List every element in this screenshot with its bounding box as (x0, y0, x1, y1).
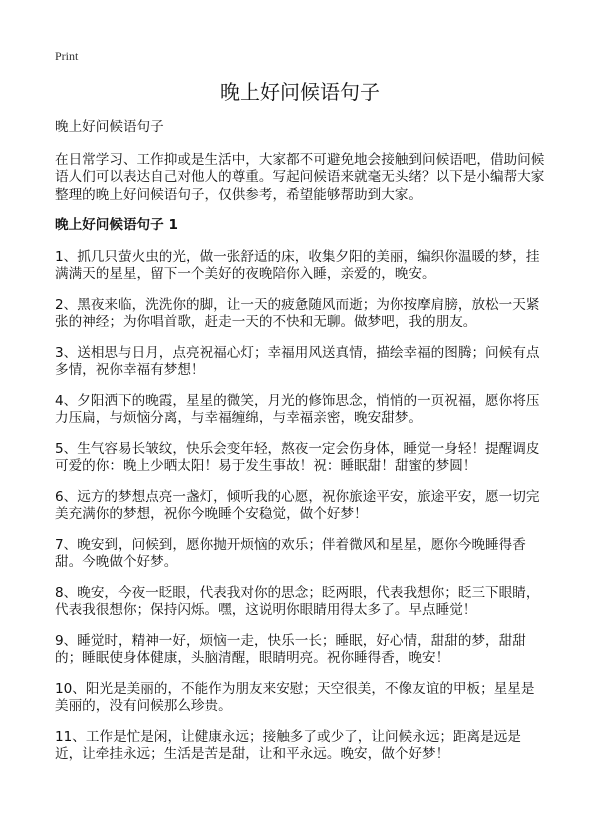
list-item: 2、黑夜来临，洗洗你的脚，让一天的疲惫随风而逝；为你按摩肩膀，放松一天紧张的神经；为你唱首歌，赶走一天的不快和无聊。做梦吧，我的朋友。 (55, 296, 540, 330)
list-item: 7、晚安到，问候到，愿你抛开烦恼的欢乐；伴着微风和星星，愿你今晚睡得香甜。今晚做个好梦。 (55, 536, 526, 570)
print-link[interactable]: Print (55, 49, 79, 63)
list-item: 10、阳光是美丽的，不能作为朋友来安慰；天空很美，不像友谊的甲板；星星是美丽的，没有问候那么珍贵。 (55, 680, 535, 714)
article-subtitle: 晚上好问候语句子 (55, 119, 164, 135)
list-item: 1、抓几只萤火虫的光，做一张舒适的床，收集夕阳的美丽，编织你温暖的梦，挂满满天的星星，留下一个美好的夜晚陪你入睡，亲爱的，晚安。 (55, 248, 540, 282)
list-item: 6、远方的梦想点亮一盏灯，倾听我的心愿，祝你旅途平安，旅途平安，愿一切完美充满你的梦想，祝你今晚睡个安稳觉，做个好梦！ (55, 488, 540, 522)
article-body (55, 119, 547, 777)
list-item: 11、工作是忙是闲，让健康永远；接触多了或少了，让问候永远；距离是远是近，让牵挂永远；生活是苦是甜，让和平永远。晚安，做个好梦！ (55, 728, 521, 762)
list-item: 8、晚安，今夜一眨眼，代表我对你的思念；眨两眼，代表我想你；眨三下眼睛，代表我很想你；保持闪烁。嘿，这说明你眼睛用得太多了。早点睡觉！ (55, 584, 540, 618)
list-item: 4、夕阳洒下的晚霞，星星的微笑，月光的修饰思念，悄悄的一页祝福，愿你将压力压扁，与烦恼分离，与幸福缠绵，与幸福亲密，晚安甜梦。 (55, 392, 540, 426)
list-item: 3、送相思与日月，点亮祝福心灯；幸福用风送真情，描绘幸福的图腾；问候有点多情，祝你幸福有梦想！ (55, 344, 540, 378)
list-item: 5、生气容易长皱纹，快乐会变年轻，熬夜一定会伤身体，睡觉一身轻！提醒调皮可爱的你：晚上少晒太阳！易于发生事故！祝：睡眠甜！甜蜜的梦圆！ (55, 440, 540, 474)
page-title: 晚上好问候语句子 (220, 80, 380, 104)
section-heading: 晚上好问候语句子 1 (55, 217, 178, 233)
list-item: 9、睡觉时，精神一好，烦恼一走，快乐一长；睡眠，好心情，甜甜的梦，甜甜的；睡眠使身体健康，头脑清醒，眼睛明亮。祝你睡得香，晚安！ (55, 632, 526, 666)
intro-paragraph: 在日常学习、工作抑或是生活中，大家都不可避免地会接触到问候语吧，借助问候语人们可以表达自己对他人的尊重。写起问候语来就毫无头绪？以下是小编帮大家整理的晚上好问候语句子，仅供参考，希望能够帮助到大家。 (55, 151, 545, 203)
